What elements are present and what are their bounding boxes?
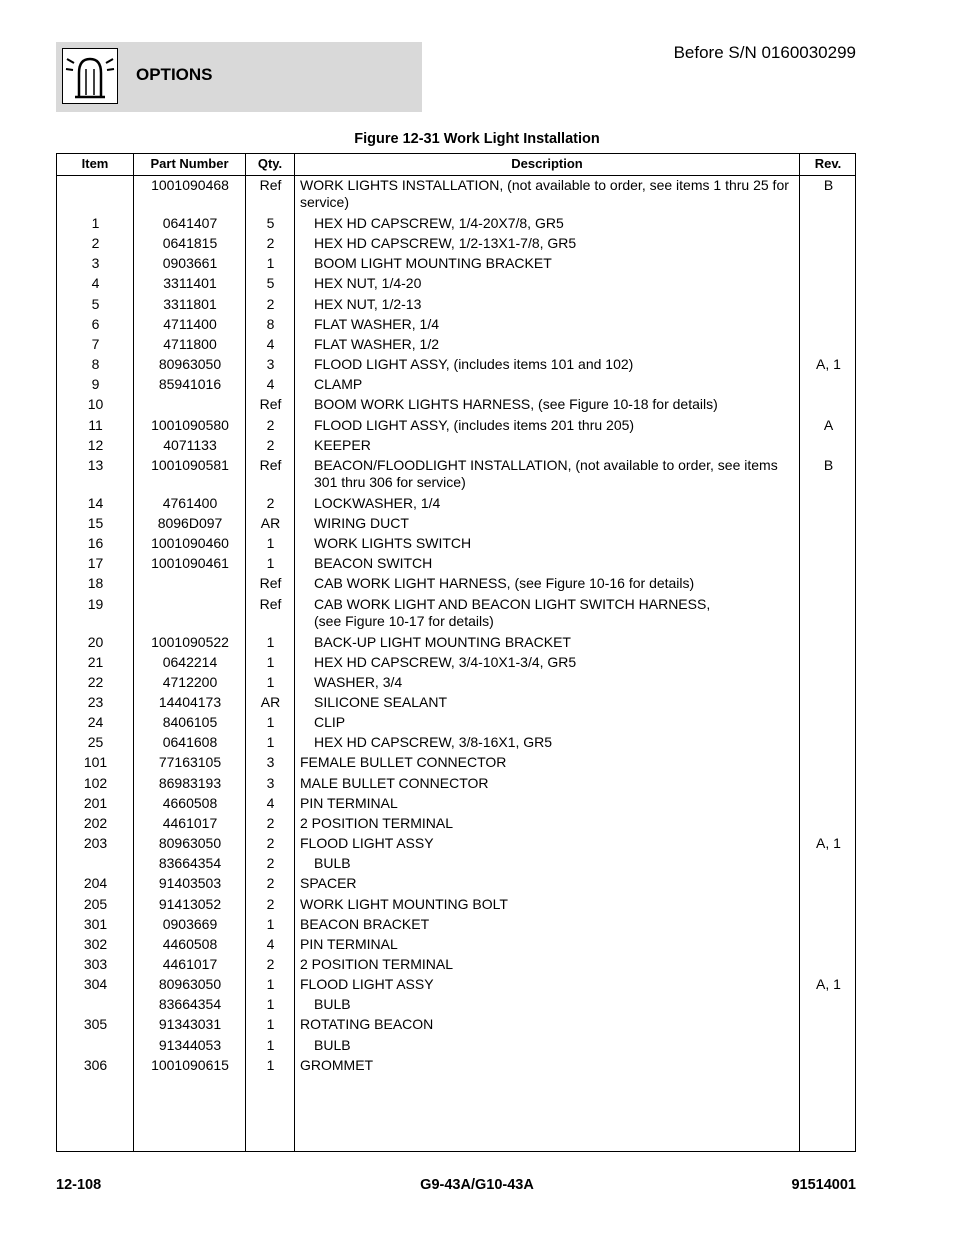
part-number-cell: 0641815 [162,235,218,252]
qty-cell: Ref [259,595,282,612]
description-cell: WORK LIGHTS SWITCH [314,535,472,552]
description-cell: FLAT WASHER, 1/2 [314,335,439,352]
description-cell: HEX HD CAPSCREW, 3/4-10X1-3/4, GR5 [314,653,577,670]
part-number-cell: 1001090522 [151,633,229,650]
description-cell: WORK LIGHT MOUNTING BOLT [300,895,508,912]
description-cell: HEX HD CAPSCREW, 1/4-20X7/8, GR5 [314,215,564,231]
item-cell: 301 [83,915,108,932]
item-cell: 5 [91,295,100,312]
description-cell: GROMMET [300,1056,374,1073]
description-cell: BULB [314,855,351,872]
qty-cell: 5 [266,275,275,292]
item-cell: 201 [83,794,108,811]
item-cell: 6 [91,315,100,332]
item-cell: 202 [83,814,108,831]
description-cell: BACK-UP LIGHT MOUNTING BRACKET [314,633,571,650]
qty-cell: 1 [266,255,275,272]
rev-cell: A [823,416,834,433]
rev-cell: A, 1 [816,356,841,373]
description-cell: BOOM LIGHT MOUNTING BRACKET [314,255,552,272]
qty-cell: Ref [259,456,282,473]
item-cell: 16 [87,535,104,552]
qty-cell: 2 [266,835,275,852]
description-cell: KEEPER [314,436,371,453]
qty-cell: 1 [266,555,275,572]
part-number-cell: 8406105 [162,714,218,731]
column-header-description: Description [511,156,583,171]
item-cell: 20 [87,633,104,650]
part-number-cell: 1001090461 [151,555,229,572]
description-cell: SILICONE SEALANT [314,694,448,710]
qty-cell: 5 [266,215,275,231]
description-cell: HEX HD CAPSCREW, 1/2-13X1-7/8, GR5 [314,235,577,252]
qty-cell: 2 [266,814,275,831]
qty-cell: 4 [266,794,275,811]
item-cell: 205 [83,895,108,912]
part-number-cell: 3311801 [163,295,217,312]
qty-cell: 2 [266,895,275,912]
part-number-cell: 14404173 [158,694,222,710]
description-cell: BULB [314,996,351,1013]
item-cell: 13 [87,456,104,473]
item-cell: 4 [91,275,100,292]
item-cell: 14 [87,494,104,511]
qty-cell: 1 [266,915,275,932]
rev-cell: B [823,177,834,193]
item-cell: 305 [83,1016,108,1033]
qty-cell: 3 [266,774,275,791]
description-cell: LOCKWASHER, 1/4 [314,494,441,511]
part-number-cell: 77163105 [158,754,222,771]
qty-cell: Ref [259,177,282,193]
part-number-cell: 4761400 [162,494,218,511]
section-title: OPTIONS [136,65,213,84]
part-number-cell: 4461017 [162,814,218,831]
qty-cell: AR [260,514,281,531]
item-cell: 12 [87,436,104,453]
description-cell: FLOOD LIGHT ASSY [300,835,434,852]
qty-cell: 8 [266,315,275,332]
part-number-cell: 85941016 [158,376,222,393]
part-number-cell: 4460508 [162,935,218,952]
qty-cell: 1 [266,535,275,552]
part-number-cell: 80963050 [158,835,222,852]
item-cell: 18 [87,575,104,592]
item-cell: 203 [83,835,108,852]
item-cell: 8 [91,356,100,373]
part-number-cell: 0903661 [162,255,218,272]
description-cell: WASHER, 3/4 [314,673,403,690]
item-cell: 102 [83,774,108,791]
description-cell: CLIP [314,714,346,731]
part-number-cell: 0903669 [162,915,218,932]
description-cell: BEACON/FLOODLIGHT INSTALLATION, (not available to order, see items 301 thru 306 for service) [314,456,778,490]
rev-cell: B [823,456,834,473]
qty-cell: 2 [266,416,275,433]
item-cell: 1 [91,215,100,231]
item-cell: 11 [88,416,103,433]
description-cell: CAB WORK LIGHT AND BEACON LIGHT SWITCH HARNESS, (see Figure 10-17 for details) [314,595,711,629]
item-cell: 306 [83,1056,108,1073]
part-number-cell: 91403503 [158,875,222,892]
part-number-cell: 91344053 [158,1036,222,1053]
column-header-item: Item [81,156,109,171]
item-cell: 101 [83,754,108,771]
description-cell: CAB WORK LIGHT HARNESS, (see Figure 10-16 for details) [314,575,695,592]
description-cell: BULB [314,1036,351,1053]
column-header-qty: Qty. [257,156,283,171]
qty-cell: 3 [266,356,275,373]
description-cell: BOOM WORK LIGHTS HARNESS, (see Figure 10-18 for details) [314,396,718,413]
part-number-cell: 80963050 [158,356,222,373]
description-cell: PIN TERMINAL [300,935,398,952]
item-cell: 15 [87,514,104,531]
qty-cell: 1 [266,976,275,993]
description-cell: WORK LIGHTS INSTALLATION, (not available to order, see items 1 thru 25 for service) [300,177,789,210]
footer-page-number: 12-108 [56,1177,102,1193]
qty-cell: Ref [259,396,282,413]
qty-cell: 3 [266,754,275,771]
qty-cell: 4 [266,335,275,352]
part-number-cell: 4711800 [163,335,217,352]
description-cell: FLOOD LIGHT ASSY, (includes items 101 and 102) [314,356,634,373]
part-number-cell: 0642214 [162,653,218,670]
description-cell: HEX NUT, 1/4-20 [314,275,422,292]
description-cell: MALE BULLET CONNECTOR [300,774,489,791]
footer-model: G9-43A/G10-43A [420,1177,534,1193]
qty-cell: 2 [266,875,275,892]
rev-cell: A, 1 [816,835,841,852]
qty-cell: 1 [266,1036,275,1053]
description-cell: FLOOD LIGHT ASSY [300,976,434,993]
description-cell: HEX HD CAPSCREW, 3/8-16X1, GR5 [314,734,553,751]
description-cell: BEACON SWITCH [314,555,433,572]
item-cell: 17 [87,555,104,572]
qty-cell: 1 [266,633,275,650]
qty-cell: 2 [266,494,275,511]
item-cell: 302 [83,935,108,952]
column-header-rev: Rev. [814,156,842,171]
part-number-cell: 80963050 [158,976,222,993]
item-cell: 303 [83,955,108,972]
description-cell: 2 POSITION TERMINAL [300,814,453,831]
description-cell: ROTATING BEACON [300,1016,434,1033]
description-cell: FLAT WASHER, 1/4 [314,315,439,332]
part-number-cell: 4711400 [163,315,217,332]
description-cell: FLOOD LIGHT ASSY, (includes items 201 thru 205) [314,416,635,433]
description-cell: PIN TERMINAL [300,794,398,811]
qty-cell: 2 [266,955,275,972]
qty-cell: 4 [266,935,275,952]
item-cell: 3 [91,255,100,272]
part-number-cell: 0641608 [162,734,218,751]
part-number-cell: 4461017 [162,955,218,972]
part-number-cell: 1001090468 [151,177,229,193]
item-cell: 304 [83,976,108,993]
part-number-cell: 91413052 [158,895,222,912]
item-cell: 9 [91,376,100,393]
part-number-cell: 1001090460 [151,535,229,552]
beacon-light-icon [63,49,117,103]
part-number-cell: 91343031 [158,1016,222,1033]
rev-cell: A, 1 [816,976,841,993]
item-cell: 23 [87,694,104,710]
item-cell: 25 [87,734,104,751]
item-cell: 10 [87,396,104,413]
description-cell: SPACER [300,875,357,892]
qty-cell: 1 [266,996,275,1013]
qty-cell: 1 [266,1016,275,1033]
qty-cell: 2 [266,436,275,453]
part-number-cell: 83664354 [158,996,222,1013]
part-number-cell: 83664354 [158,855,222,872]
item-cell: 21 [87,653,104,670]
description-cell: WIRING DUCT [314,514,409,531]
item-cell: 204 [83,875,108,892]
item-cell: 22 [87,673,104,690]
item-cell: 19 [87,595,104,612]
qty-cell: AR [260,694,281,710]
description-cell: FEMALE BULLET CONNECTOR [300,754,507,771]
part-number-cell: 4071133 [163,436,217,453]
column-header-part-number: Part Number [150,156,229,171]
part-number-cell: 8096D097 [157,514,223,531]
parts-table [56,153,856,1152]
part-number-cell: 1001090580 [151,416,229,433]
description-cell: HEX NUT, 1/2-13 [314,295,422,312]
qty-cell: 2 [266,855,275,872]
qty-cell: Ref [259,575,282,592]
header-divider [57,175,855,176]
footer-doc-number: 91514001 [791,1177,856,1193]
part-number-cell: 4712200 [162,673,218,690]
description-cell: CLAMP [314,376,363,393]
part-number-cell: 3311401 [163,275,217,292]
item-cell: 2 [91,235,100,252]
qty-cell: 1 [266,714,275,731]
part-number-cell: 86983193 [158,774,222,791]
description-cell: 2 POSITION TERMINAL [300,955,453,972]
qty-cell: 1 [266,1056,275,1073]
options-icon-frame [62,48,118,104]
qty-cell: 1 [266,673,275,690]
part-number-cell: 4660508 [162,794,218,811]
qty-cell: 1 [266,734,275,751]
item-cell: 7 [91,335,100,352]
serial-number-note: Before S/N 0160030299 [673,43,856,62]
item-cell: 24 [87,714,104,731]
qty-cell: 1 [266,653,275,670]
part-number-cell: 1001090581 [151,456,229,473]
qty-cell: 2 [266,235,275,252]
qty-cell: 4 [266,376,275,393]
qty-cell: 2 [266,295,275,312]
figure-title: Figure 12-31 Work Light Installation [354,131,600,147]
description-cell: BEACON BRACKET [300,915,430,932]
part-number-cell: 0641407 [162,215,218,231]
part-number-cell: 1001090615 [151,1056,229,1073]
